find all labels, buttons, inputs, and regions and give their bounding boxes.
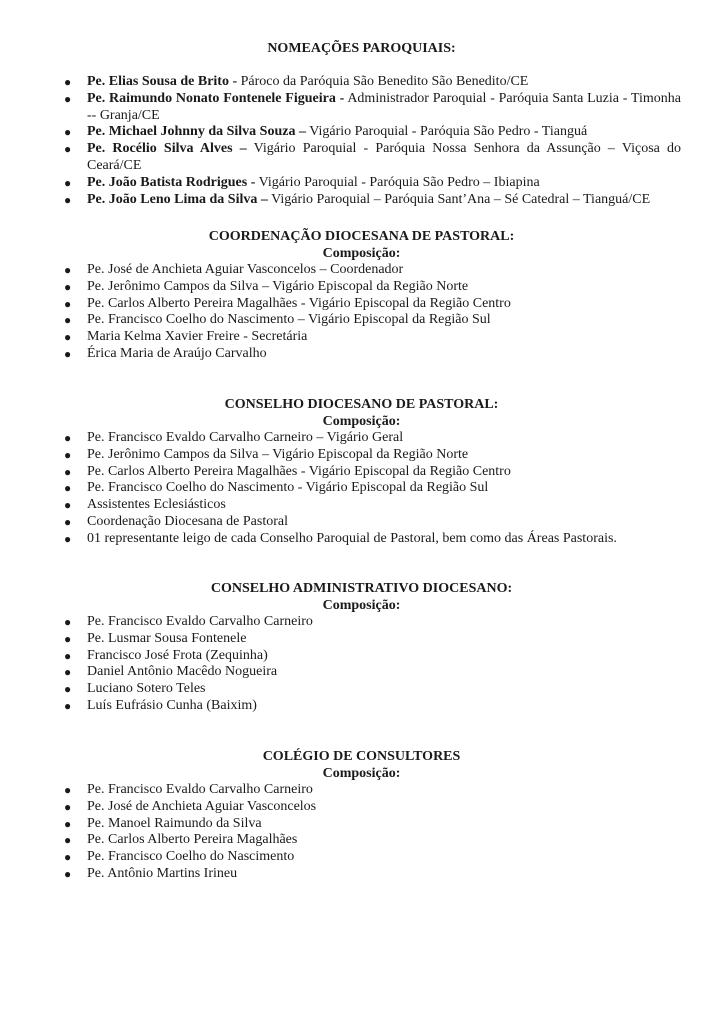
bullet-icon: ● (64, 464, 72, 479)
list-item (0, 497, 723, 514)
list-item (0, 782, 723, 799)
member-text: Pe. Manoel Raimundo da Silva (87, 815, 262, 831)
appointment-role: Administrador Paroquial - Paróquia Santa Luzia - Timonha -- Granja/CE (87, 90, 681, 123)
section-nomeacoes-paroquiais (0, 40, 723, 208)
list-item (0, 631, 723, 648)
list-item (0, 832, 723, 849)
appointment-role: Vigário Paroquial - Paróquia São Pedro - Tianguá (309, 124, 588, 140)
section-title: CONSELHO DIOCESANO DE PASTORAL: (224, 397, 499, 412)
member-text: Daniel Antônio Macêdo Nogueira (87, 664, 278, 680)
bullet-icon: ● (64, 631, 72, 646)
bullet-icon: ● (64, 142, 72, 157)
member-text: Érica Maria de Araújo Carvalho (87, 345, 267, 361)
bullet-icon: ● (64, 447, 72, 462)
bullet-icon: ● (64, 866, 72, 881)
appointment-role: Vigário Paroquial – Paróquia Sant’Ana – Sé Catedral – Tianguá/CE (271, 191, 651, 207)
bullet-icon: ● (64, 75, 72, 89)
section-subtitle: Composição: (322, 246, 401, 261)
member-text: Pe. Francisco Evaldo Carvalho Carneiro (87, 614, 313, 629)
member-text: Pe. Carlos Alberto Pereira Magalhães (87, 832, 298, 848)
bullet-icon: ● (64, 816, 72, 831)
bullet-icon: ● (64, 125, 72, 140)
bullet-icon: ● (64, 296, 72, 311)
member-text: Pe. José de Anchieta Aguiar Vasconcelos – Coordenador (87, 262, 404, 277)
section-title: NOMEAÇÕES PAROQUIAIS: (267, 41, 456, 56)
member-text: Pe. Francisco Evaldo Carvalho Carneiro (87, 782, 313, 797)
bullet-icon: ● (64, 665, 72, 680)
appointment-role: Vigário Paroquial - Paróquia Nossa Senhora da Assunção – Viçosa do Ceará/CE (87, 141, 682, 173)
member-text: Pe. Francisco Coelho do Nascimento - Vigário Episcopal da Região Sul (87, 480, 489, 496)
bullet-icon: ● (64, 799, 72, 814)
bullet-icon: ● (64, 91, 72, 106)
list-item (0, 312, 723, 329)
member-text: Maria Kelma Xavier Freire - Secretária (87, 329, 308, 345)
member-text: Pe. Francisco Coelho do Nascimento (87, 849, 295, 865)
list-item (0, 464, 723, 481)
member-text: Pe. José de Anchieta Aguiar Vasconcelos (87, 798, 317, 814)
list-item (0, 480, 723, 497)
list-item (0, 74, 723, 91)
list-item (0, 866, 723, 883)
bullet-icon: ● (64, 514, 72, 529)
bullet-icon: ● (64, 346, 72, 361)
list-item (0, 296, 723, 313)
bullet-icon: ● (64, 698, 72, 713)
section-coordenacao-diocesana (0, 228, 723, 363)
section-subtitle: Composição: (322, 598, 401, 613)
list-item (0, 279, 723, 296)
member-text: Francisco José Frota (Zequinha) (87, 647, 268, 663)
list-item (0, 664, 723, 681)
member-text: 01 representante leigo de cada Conselho Paroquial de Pastoral, bem como das Áreas Pastorais. (87, 530, 617, 546)
section-conselho-diocesano-pastoral (0, 396, 723, 548)
appointment-role: Pároco da Paróquia São Benedito São Benedito/CE (240, 74, 529, 89)
section-subtitle: Composição: (322, 414, 401, 429)
member-text: Pe. Francisco Evaldo Carvalho Carneiro – Vigário Geral (87, 430, 404, 445)
list-item (0, 698, 723, 715)
list-item (0, 531, 723, 548)
list-item (0, 816, 723, 833)
member-text: Pe. Carlos Alberto Pereira Magalhães - Vigário Episcopal da Região Centro (87, 295, 511, 311)
list-item (0, 192, 723, 209)
list-item (0, 262, 723, 279)
appointment-role: Vigário Paroquial - Paróquia São Pedro – Ibiapina (258, 174, 540, 190)
list-item (0, 175, 723, 192)
list-item (0, 346, 723, 363)
section-title: CONSELHO ADMINISTRATIVO DIOCESANO: (210, 581, 513, 596)
section-colegio-consultores (0, 748, 723, 883)
bullet-icon: ● (64, 531, 72, 546)
list-item (0, 329, 723, 346)
bullet-icon: ● (64, 615, 72, 629)
bullet-icon: ● (64, 279, 72, 294)
members-list (0, 430, 723, 548)
members-list (0, 614, 723, 715)
bullet-icon: ● (64, 498, 72, 513)
member-text: Luciano Sotero Teles (87, 681, 206, 697)
section-subtitle: Composição: (322, 766, 401, 781)
priest-name: Pe. Raimundo Nonato Fontenele Figueira - (87, 90, 345, 106)
list-item (0, 681, 723, 698)
priest-name: Pe. João Batista Rodrigues - (87, 174, 256, 190)
priest-name: Pe. Michael Johnny da Silva Souza – (87, 124, 306, 140)
list-item (0, 447, 723, 464)
bullet-icon: ● (64, 263, 72, 277)
member-text: Coordenação Diocesana de Pastoral (87, 513, 288, 529)
list-item (0, 648, 723, 665)
bullet-icon: ● (64, 192, 72, 207)
list-item (0, 141, 723, 175)
member-text: Pe. Antônio Martins Irineu (87, 865, 238, 881)
section-conselho-administrativo (0, 580, 723, 715)
list-item (0, 799, 723, 816)
bullet-icon: ● (64, 783, 72, 797)
list-item (0, 430, 723, 447)
section-title: COLÉGIO DE CONSULTORES (262, 749, 461, 764)
bullet-icon: ● (64, 175, 72, 190)
bullet-icon: ● (64, 833, 72, 848)
priest-name: Pe. Elias Sousa de Brito - (87, 74, 238, 89)
bullet-icon: ● (64, 431, 72, 445)
appointments-list (0, 74, 723, 208)
list-item (0, 514, 723, 531)
member-text: Assistentes Eclesiásticos (87, 497, 226, 513)
member-text: Pe. Francisco Coelho do Nascimento – Vigário Episcopal da Região Sul (87, 312, 491, 328)
member-text: Pe. Jerônimo Campos da Silva – Vigário Episcopal da Região Norte (87, 446, 469, 462)
list-item (0, 91, 723, 125)
list-item (0, 124, 723, 141)
bullet-icon: ● (64, 682, 72, 697)
section-title: COORDENAÇÃO DIOCESANA DE PASTORAL: (208, 229, 515, 244)
members-list (0, 262, 723, 363)
member-text: Pe. Lusmar Sousa Fontenele (87, 630, 247, 646)
list-item (0, 614, 723, 631)
bullet-icon: ● (64, 313, 72, 328)
member-text: Pe. Jerônimo Campos da Silva – Vigário Episcopal da Região Norte (87, 278, 469, 294)
bullet-icon: ● (64, 850, 72, 865)
member-text: Luís Eufrásio Cunha (Baixim) (87, 697, 257, 713)
bullet-icon: ● (64, 330, 72, 345)
member-text: Pe. Carlos Alberto Pereira Magalhães - Vigário Episcopal da Região Centro (87, 463, 511, 479)
list-item (0, 849, 723, 866)
bullet-icon: ● (64, 481, 72, 496)
members-list (0, 782, 723, 883)
priest-name: Pe. Rocélio Silva Alves – (87, 141, 247, 157)
priest-name: Pe. João Leno Lima da Silva – (87, 191, 268, 207)
bullet-icon: ● (64, 648, 72, 663)
